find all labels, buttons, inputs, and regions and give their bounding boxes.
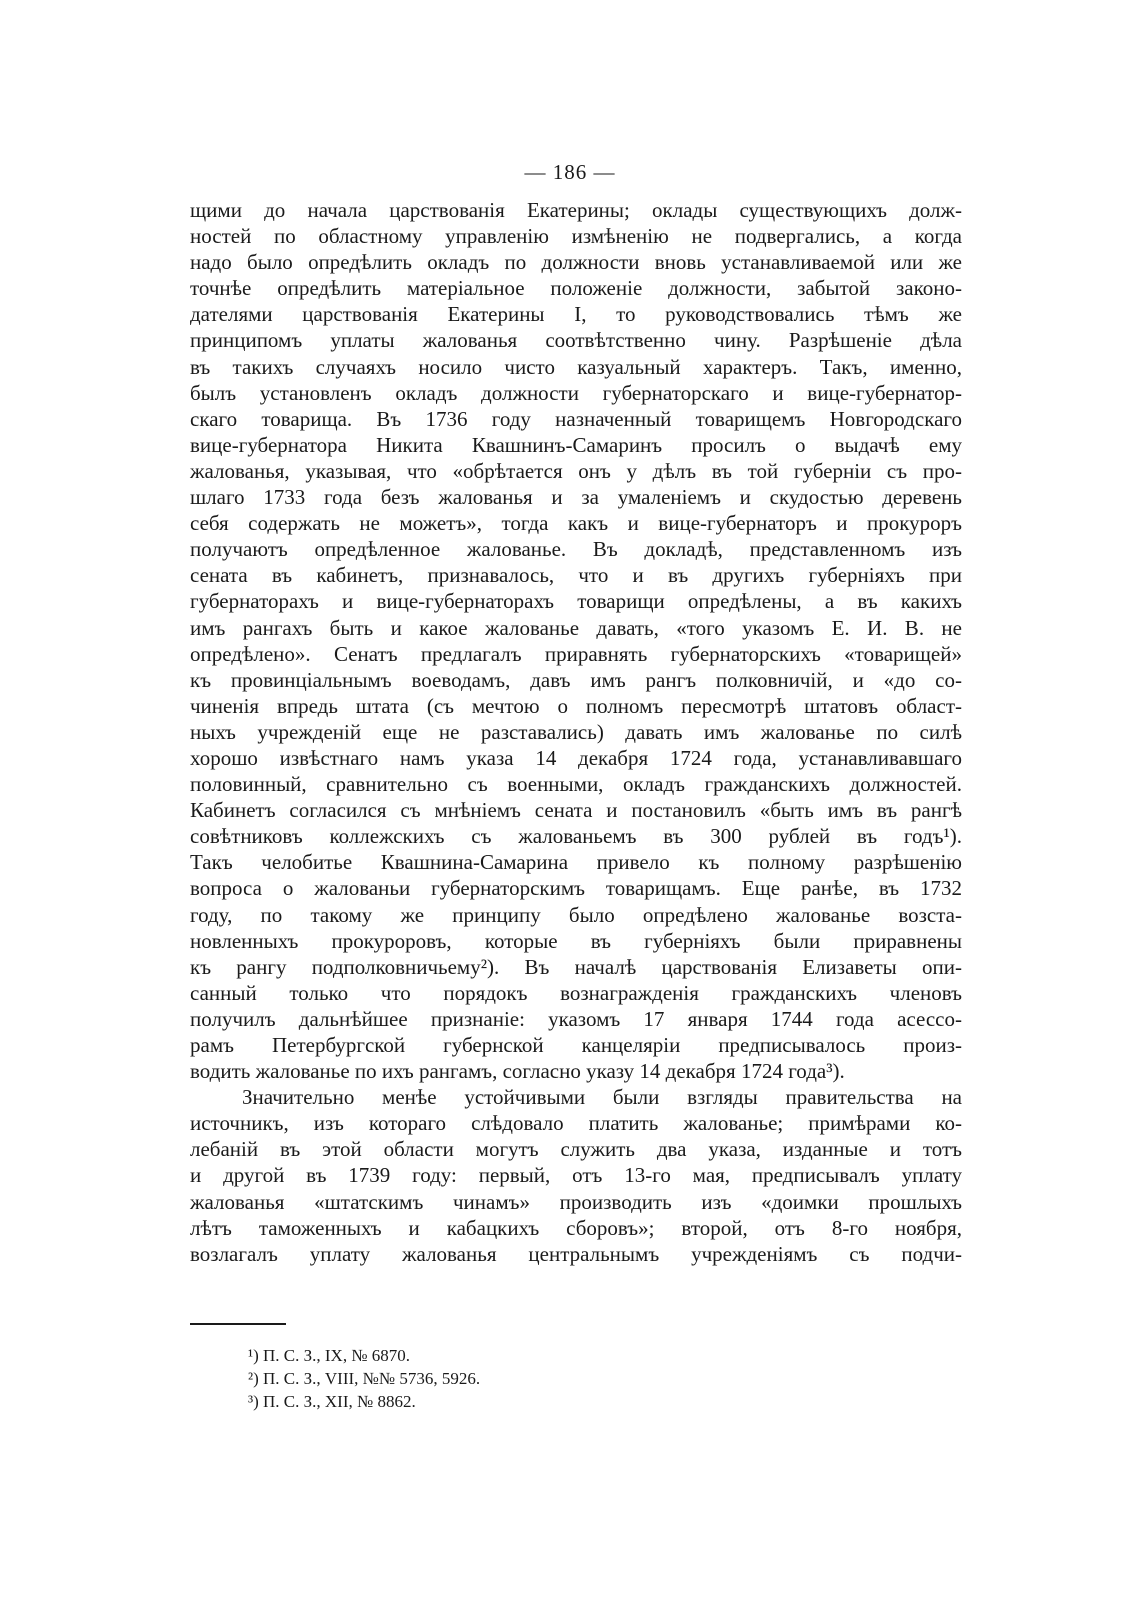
text-line: къ провинціальнымъ воеводамъ, давъ имъ рангъ полковничій, и «до со- — [190, 667, 962, 692]
body-text — [190, 197, 962, 1267]
text-line: къ рангу подполковничьему²). Въ началѣ царствованія Елизаветы опи- — [190, 954, 962, 979]
text-line: возлагалъ уплату жалованья центральнымъ учрежденіямъ съ подчи- — [190, 1241, 962, 1266]
text-line: ныхъ учрежденій еще не разставались) давать имъ жалованье по силѣ — [190, 719, 962, 744]
text-line: вопроса о жалованьи губернаторскимъ товарищамъ. Еще ранѣе, въ 1732 — [190, 876, 962, 901]
text-line: половинный, сравнительно съ военными, окладъ гражданскихъ должностей. — [190, 772, 962, 797]
text-line: хорошо извѣстнаго намъ указа 14 декабря 1724 года, устанавливавшаго — [190, 745, 962, 770]
text-line: новленныхъ прокуроровъ, которые въ губерніяхъ были приравнены — [190, 928, 962, 953]
text-line: вице-губернатора Никита Квашнинъ-Самаринъ просилъ о выдачѣ ему — [190, 432, 962, 457]
text-line: жалованья «штатскимъ чинамъ» производить изъ «доимки прошлыхъ — [190, 1189, 962, 1214]
text-line: принципомъ уплаты жалованья соотвѣтственно чину. Разрѣшеніе дѣла — [190, 328, 962, 353]
text-line: сената въ кабинетъ, признавалось, что и въ другихъ губерніяхъ при — [190, 563, 962, 588]
footnote: ³) П. С. З., XII, № 8862. — [248, 1392, 416, 1411]
page-number: — 186 — — [524, 160, 616, 184]
footnote-divider — [190, 1323, 286, 1325]
text-line: получаютъ опредѣленное жалованье. Въ докладѣ, представленномъ изъ — [190, 537, 962, 562]
text-line: надо было опредѣлить окладъ по должности вновь устанавливаемой или же — [190, 250, 962, 275]
footnote: ²) П. С. З., VIII, №№ 5736, 5926. — [248, 1369, 481, 1388]
text-line: получилъ дальнѣйшее признаніе: указомъ 17 января 1744 года асессо- — [190, 1006, 962, 1031]
footnotes — [248, 1344, 480, 1413]
text-line: шлаго 1733 года безъ жалованья и за умаленіемъ и скудостью деревень — [190, 485, 962, 510]
text-line: рамъ Петербургской губернской канцеляріи предписывалось произ- — [190, 1033, 962, 1057]
text-line: точнѣе опредѣлить матеріальное положеніе должности, забытой законо- — [190, 276, 962, 301]
text-line: губернаторахъ и вице-губернаторахъ товарищи опредѣлены, а въ какихъ — [190, 589, 962, 614]
text-line: году, по такому же принципу было опредѣлено жалованье возста- — [190, 902, 962, 927]
text-line: водить жалованье по ихъ рангамъ, согласно указу 14 декабря 1724 года³). — [190, 1059, 845, 1084]
text-line: щими до начала царствованія Екатерины; оклады существующихъ долж- — [190, 198, 962, 222]
text-line: опредѣлено». Сенатъ предлагалъ приравнять губернаторскихъ «товарищей» — [190, 641, 962, 666]
text-line: Такъ челобитье Квашнина-Самарина привело къ полному разрѣшенію — [190, 850, 962, 875]
text-line: себя содержать не можетъ», тогда какъ и вице-губернаторъ и прокуроръ — [190, 511, 962, 536]
text-line: имъ рангахъ быть и какое жалованье давать, «того указомъ Е. И. В. не — [190, 615, 962, 640]
text-line: ностей по областному управленію измѣненію не подвергались, а когда — [190, 224, 962, 249]
footnote: ¹) П. С. З., IX, № 6870. — [248, 1346, 411, 1365]
text-line: дателями царствованія Екатерины І, то руководствовались тѣмъ же — [190, 302, 962, 327]
text-line: лебаній въ этой области могутъ служить два указа, изданные и тотъ — [190, 1137, 962, 1162]
text-line: санный только что порядокъ вознагражденія гражданскихъ членовъ — [190, 980, 962, 1005]
text-line: былъ установленъ окладъ должности губернаторскаго и вице-губернатор- — [190, 380, 962, 405]
text-line: скаго товарища. Въ 1736 году назначенный товарищемъ Новгородскаго — [190, 406, 962, 431]
text-line: и другой въ 1739 году: первый, отъ 13-го мая, предписывалъ уплату — [190, 1163, 962, 1188]
text-line: въ такихъ случаяхъ носило чисто казуальный характеръ. Такъ, именно, — [190, 354, 962, 379]
text-line: жалованья, указывая, что «обрѣтается онъ у дѣлъ въ той губерніи съ про- — [190, 458, 962, 483]
text-line: Значительно менѣе устойчивыми были взгляды правительства на — [242, 1085, 962, 1110]
text-line: чиненія впредь штата (съ мечтою о полномъ пересмотрѣ штатовъ област- — [190, 693, 962, 718]
text-line: Кабинетъ согласился съ мнѣніемъ сената и постановилъ «быть имъ въ рангѣ — [190, 798, 962, 823]
text-line: лѣтъ таможенныхъ и кабацкихъ сборовъ»; второй, отъ 8-го ноября, — [190, 1215, 962, 1240]
text-line: совѣтниковъ коллежскихъ съ жалованьемъ въ 300 рублей въ годъ¹). — [190, 824, 962, 849]
text-line: источникъ, изъ котораго слѣдовало платить жалованье; примѣрами ко- — [190, 1111, 962, 1136]
